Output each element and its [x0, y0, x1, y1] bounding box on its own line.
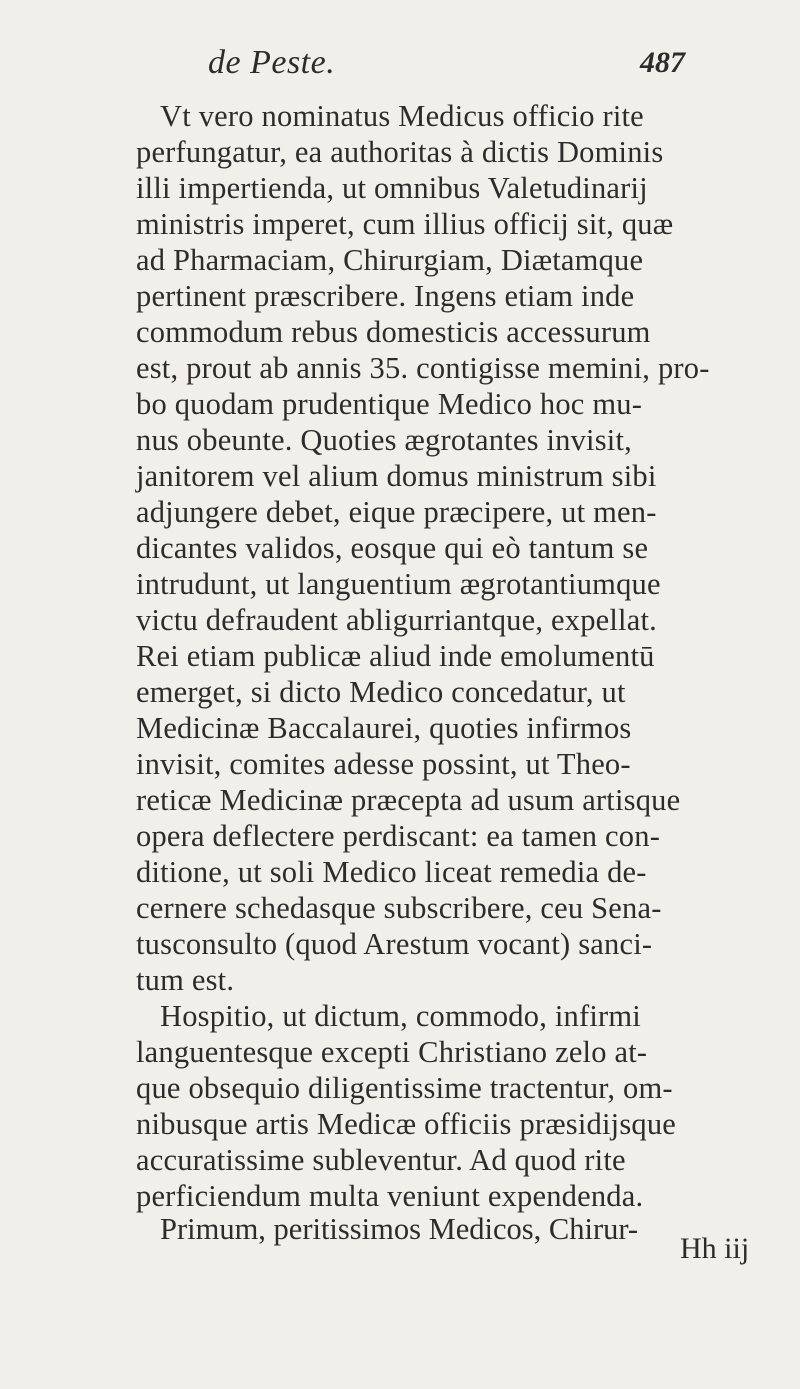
signature-mark: Hh iij — [680, 1232, 750, 1265]
text-line: illi impertienda, ut omnibus Valetudinarij — [136, 171, 648, 205]
text-line: perficiendum multa veniunt expendenda. — [136, 1179, 644, 1213]
text-line: nus obeunte. Quoties ægrotantes invisit, — [136, 423, 632, 457]
page-header — [0, 44, 800, 92]
text-line: commodum rebus domesticis accessurum — [136, 315, 651, 349]
text-line: Vt vero nominatus Medicus officio rite — [160, 99, 644, 133]
text-line: dicantes validos, eosque qui eò tantum se — [136, 531, 649, 565]
text-line: cernere schedasque subscribere, ceu Sena- — [136, 891, 662, 925]
text-line: tusconsulto (quod Arestum vocant) sanci- — [136, 927, 653, 961]
text-line: languentesque excepti Christiano zelo at- — [136, 1035, 648, 1069]
text-line: ditione, ut soli Medico liceat remedia de- — [136, 855, 647, 889]
text-line: ad Pharmaciam, Chirurgiam, Diætamque — [136, 243, 644, 277]
text-line: nibusque artis Medicæ officiis præsidijsque — [136, 1107, 677, 1141]
text-line: pertinent præscribere. Ingens etiam inde — [136, 279, 635, 313]
text-line: invisit, comites adesse possint, ut Theo- — [136, 747, 631, 781]
text-line: intrudunt, ut languentium ægrotantiumque — [136, 567, 661, 601]
running-title: de Peste. — [208, 44, 336, 81]
text-line: bo quodam prudentique Medico hoc mu- — [136, 387, 643, 421]
text-line: victu defraudent abligurriantque, expellat. — [136, 603, 657, 637]
text-line: ministris imperet, cum illius officij sit, quæ — [136, 207, 674, 241]
text-line: Primum, peritissimos Medicos, Chirur- — [160, 1212, 639, 1246]
footer-line — [160, 1212, 800, 1265]
text-line: Medicinæ Baccalaurei, quoties infirmos — [136, 711, 632, 745]
text-line: janitorem vel alium domus ministrum sibi — [136, 459, 657, 493]
text-line: Hospitio, ut dictum, commodo, infirmi — [160, 999, 641, 1033]
text-line: opera deflectere perdiscant: ea tamen con- — [136, 819, 661, 853]
text-line: est, prout ab annis 35. contigisse memini, pro- — [136, 351, 710, 385]
text-line: adjungere debet, eique præcipere, ut men- — [136, 495, 657, 529]
text-line: perfungatur, ea authoritas à dictis Dominis — [136, 135, 664, 169]
text-line: accuratissime subleventur. Ad quod rite — [136, 1143, 626, 1177]
page-number: 487 — [640, 46, 685, 79]
text-line: reticæ Medicinæ præcepta ad usum artisque — [136, 783, 681, 817]
text-line: Rei etiam publicæ aliud inde emolumentū — [136, 639, 655, 673]
text-line: que obsequio diligentissime tractentur, om- — [136, 1071, 673, 1105]
text-line: tum est. — [136, 963, 235, 997]
text-line: emerget, si dicto Medico concedatur, ut — [136, 675, 626, 709]
